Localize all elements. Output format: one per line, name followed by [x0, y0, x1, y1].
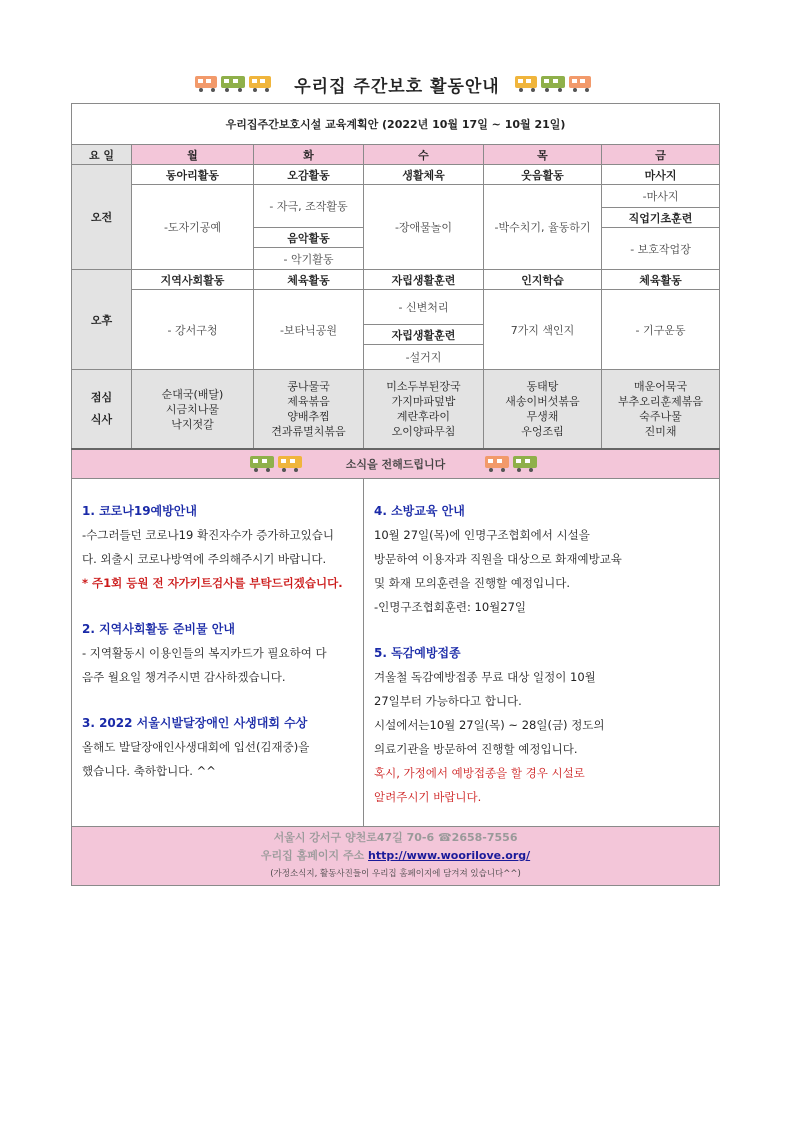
day-mon: 월 [132, 145, 254, 165]
menu-item: 무생채 [526, 410, 559, 423]
detail-tue-pm: -보타닉공원 [254, 290, 364, 370]
day-thu: 목 [484, 145, 602, 165]
news-line: 시설에서는10월 27일(목) ~ 28일(금) 정도의 [374, 718, 605, 732]
education-plan-table [71, 103, 720, 886]
activity-mon-am: 동아리활동 [132, 165, 254, 185]
news-right-column [364, 479, 720, 827]
days-header-row [72, 145, 720, 165]
train-icon [513, 73, 601, 97]
detail2-tue-am: - 악기활동 [254, 248, 364, 270]
plan-title: 우리집주간보호시설 교육계획안 (2022년 10월 17일 ~ 10월 21일) [72, 104, 720, 145]
news-line: 올해도 발달장애인사생대회에 입선(김재중)을 [82, 740, 310, 754]
activity-wed-pm: 자립생활훈련 [364, 270, 484, 290]
day-tue: 화 [254, 145, 364, 165]
lunch-mon [132, 370, 254, 450]
day-fri: 금 [602, 145, 720, 165]
news-heading: 3. 2022 서울시발달장애인 사생대회 수상 [82, 716, 308, 730]
menu-item: 새송이버섯볶음 [505, 395, 580, 408]
news-line: 10월 27일(목)에 인명구조협회에서 시설을 [374, 528, 590, 542]
detail-thu-pm: 7가지 색인지 [484, 290, 602, 370]
days-label: 요 일 [72, 145, 132, 165]
news-warning: * 주1회 등원 전 자가키트검사를 부탁드리겠습니다. [82, 576, 343, 590]
detail-tue-am: - 자극, 조작활동 [254, 185, 364, 228]
news-line: -인명구조협회훈련: 10월27일 [374, 600, 527, 614]
menu-item: 콩나물국 [287, 380, 330, 393]
activity-thu-am: 웃음활동 [484, 165, 602, 185]
day-wed: 수 [364, 145, 484, 165]
menu-item: 시금치나물 [165, 402, 220, 416]
footer [72, 827, 720, 886]
news-left-column [72, 479, 364, 827]
activity2-tue-am: 음악활동 [254, 228, 364, 248]
activity-tue-am: 오감활동 [254, 165, 364, 185]
lunch-tue [254, 370, 364, 450]
lunch-thu [484, 370, 602, 450]
lunch-row [72, 370, 720, 450]
activity-fri-am: 마사지 [602, 165, 720, 185]
homepage-label: 우리집 홈페이지 주소 [260, 849, 369, 862]
news-title: 소식을 전해드립니다 [345, 458, 446, 471]
menu-item: 미소두부된장국 [386, 380, 461, 393]
activity2-wed-pm: 자립생활훈련 [364, 325, 484, 345]
lunch-label: 점심 식사 [72, 370, 132, 450]
menu-item: 순대국(배달) [161, 387, 224, 401]
activity-mon-pm: 지역사회활동 [132, 270, 254, 290]
menu-item: 동태탕 [526, 380, 559, 393]
afternoon-label: 오후 [72, 270, 132, 370]
news-line: 및 화재 모의훈련을 진행할 예정입니다. [374, 576, 571, 590]
lunch-wed [364, 370, 484, 450]
menu-item: 부추오리훈제볶음 [618, 395, 704, 408]
activity-wed-am: 생활체육 [364, 165, 484, 185]
detail-thu-am: -박수치기, 율동하기 [484, 185, 602, 270]
news-header [72, 449, 720, 479]
detail-fri-am: -마사지 [602, 185, 720, 208]
menu-item: 숙주나물 [639, 410, 682, 423]
news-heading: 2. 지역사회활동 준비물 안내 [82, 622, 235, 636]
news-line: 방문하여 이용자과 직원을 대상으로 화재예방교육 [374, 552, 622, 566]
detail2-fri-am: - 보호작업장 [602, 228, 720, 270]
morning-label: 오전 [72, 165, 132, 270]
footer-note: (가정소식지, 활동사진들이 우리집 홈페이지에 담겨져 있습니다^^) [270, 869, 521, 879]
menu-item: 진미채 [644, 425, 677, 438]
detail2-wed-pm: -설거지 [364, 345, 484, 370]
train-icon [248, 453, 308, 476]
news-heading: 5. 독감예방접종 [374, 646, 461, 660]
footer-homepage [72, 847, 719, 865]
footer-address: 서울시 강서구 양천로47길 70-6 ☎2658-7556 [273, 831, 518, 844]
detail-fri-pm: - 기구운동 [602, 290, 720, 370]
detail-wed-pm: - 신변처리 [364, 290, 484, 325]
train-icon [193, 73, 281, 97]
news-heading: 1. 코로나19예방안내 [82, 504, 197, 518]
news-line: 의료기관을 방문하여 진행할 예정입니다. [374, 742, 578, 756]
activity-fri-pm: 체육활동 [602, 270, 720, 290]
homepage-link[interactable]: http://www.woorilove.org/ [368, 849, 531, 862]
news-line: 음주 월요일 챙겨주시면 감사하겠습니다. [82, 670, 286, 684]
page-title: 우리집 주간보호 활동안내 [294, 77, 500, 97]
activity-tue-pm: 체육활동 [254, 270, 364, 290]
news-line: 겨울철 독감예방접종 무료 대상 일정이 10월 [374, 670, 596, 684]
detail-mon-pm: - 강서구청 [132, 290, 254, 370]
detail-mon-am: -도자기공예 [132, 185, 254, 270]
menu-item: 낙지젓갈 [171, 417, 214, 431]
detail-wed-am: -장애물놀이 [364, 185, 484, 270]
activity-thu-pm: 인지학습 [484, 270, 602, 290]
train-icon [483, 453, 543, 476]
menu-item: 계란후라이 [396, 410, 451, 423]
news-warning: 혹시, 가정에서 예방접종을 할 경우 시설로 [374, 766, 585, 780]
menu-item: 우엉조림 [521, 425, 564, 438]
menu-item: 오이양파무침 [391, 425, 456, 438]
menu-item: 매운어묵국 [633, 380, 688, 393]
news-line: 다. 외출시 코로나방역에 주의해주시기 바랍니다. [82, 552, 327, 566]
news-line: 27일부터 가능하다고 합니다. [374, 694, 522, 708]
page-title-row [0, 72, 794, 100]
menu-item: 견과류멸치볶음 [271, 425, 346, 438]
lunch-fri [602, 370, 720, 450]
menu-item: 양배추찜 [287, 410, 330, 423]
news-line: 했습니다. 축하합니다. ^^ [82, 764, 216, 778]
news-line: -수그러들던 코로나19 확진자수가 증가하고있습니 [82, 528, 334, 542]
news-heading: 4. 소방교육 안내 [374, 504, 465, 518]
news-warning: 알려주시기 바랍니다. [374, 790, 482, 804]
menu-item: 가지마파덮밥 [391, 395, 456, 408]
activity2-fri-am: 직업기초훈련 [602, 208, 720, 228]
menu-item: 제육볶음 [287, 395, 330, 408]
news-line: - 지역활동시 이용인들의 복지카드가 필요하여 다 [82, 646, 327, 660]
